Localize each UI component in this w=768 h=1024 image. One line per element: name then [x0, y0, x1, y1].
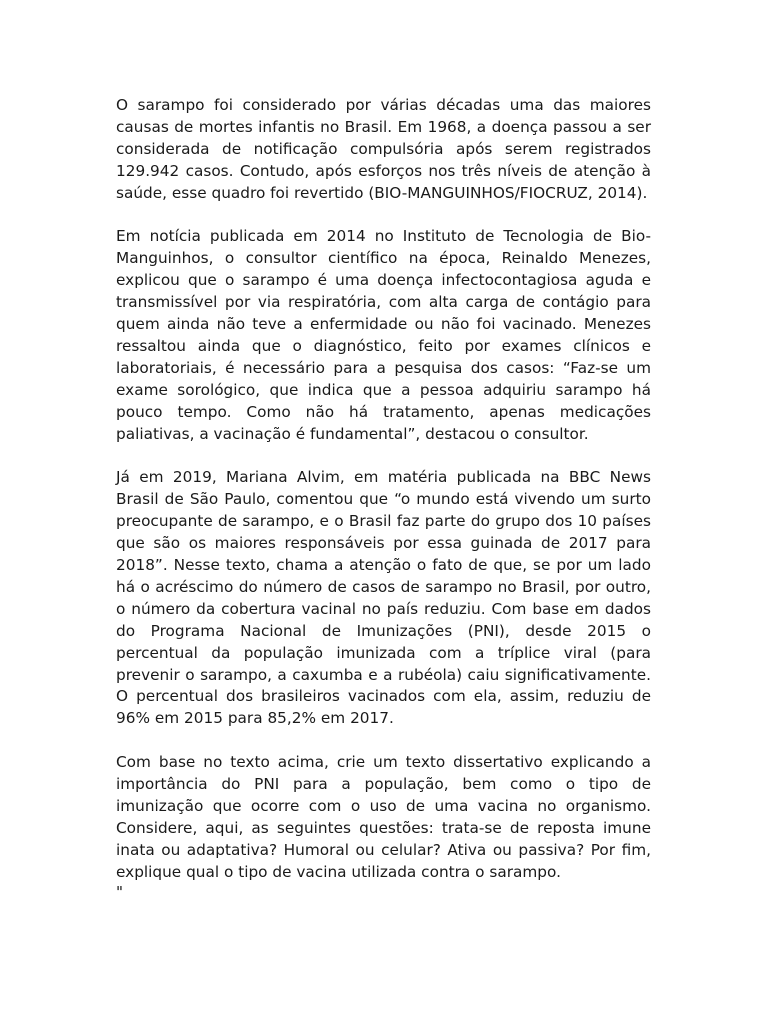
trailing-quote-mark: " [116, 882, 124, 901]
paragraph-sarampo-history: O sarampo foi considerado por várias décadas uma das maiores causas de mortes infantis no Brasil. Em 1968, a doença passou a ser considerada de notificação compulsória após serem registrados 129.942 casos. Contudo, após esforços nos três níveis de atenção à saúde, esse quadro foi revertido (BIO-MANGUINHOS/FIOCRUZ, 2014). [116, 96, 651, 202]
paragraph-assignment-prompt: Com base no texto acima, crie um texto dissertativo explicando a importância do PNI para a população, bem como o tipo de imunização que ocorre com o uso de uma vacina no organismo. Considere, aqui, as seguintes questões: trata-se de reposta imune inata ou adaptativa? Humoral ou celular? Ativa ou passiva? Por fim, explique qual o tipo de vacina utilizada contra o sarampo. [116, 753, 651, 881]
paragraph-bbc-news-2019: Já em 2019, Mariana Alvim, em matéria publicada na BBC News Brasil de São Paulo, comentou que “o mundo está vivendo um surto preocupante de sarampo, e o Brasil faz parte do grupo dos 10 países que são os maiores responsáveis por essa guinada de 2017 para 2018”. Nesse texto, chama a atenção o fato de que, se por um lado há o acréscimo do número de casos de sarampo no Brasil, por outro, o número da cobertura vacinal no país reduziu. Com base em dados do Programa Nacional de Imunizações (PNI), desde 2015 o percentual da população imunizada com a tríplice viral (para prevenir o sarampo, a caxumba e a rubéola) caiu significativamente. O percentual dos brasileiros vacinados com ela, assim, reduziu de 96% em 2015 para 85,2% em 2017. [116, 468, 651, 728]
document-body [116, 95, 651, 900]
paragraph-bio-manguinhos-news: Em notícia publicada em 2014 no Instituto de Tecnologia de Bio-Manguinhos, o consultor científico na época, Reinaldo Menezes, explicou que o sarampo é uma doença infectocontagiosa aguda e transmissível por via respiratória, com alta carga de contágio para quem ainda não teve a enfermidade ou não foi vacinado. Menezes ressaltou ainda que o diagnóstico, feito por exames clínicos e laboratoriais, é necessário para a pesquisa dos casos: “Faz-se um exame sorológico, que indica que a pessoa adquiriu sarampo há pouco tempo. Como não há tratamento, apenas medicações paliativas, a vacinação é fundamental”, destacou o consultor. [116, 227, 651, 443]
